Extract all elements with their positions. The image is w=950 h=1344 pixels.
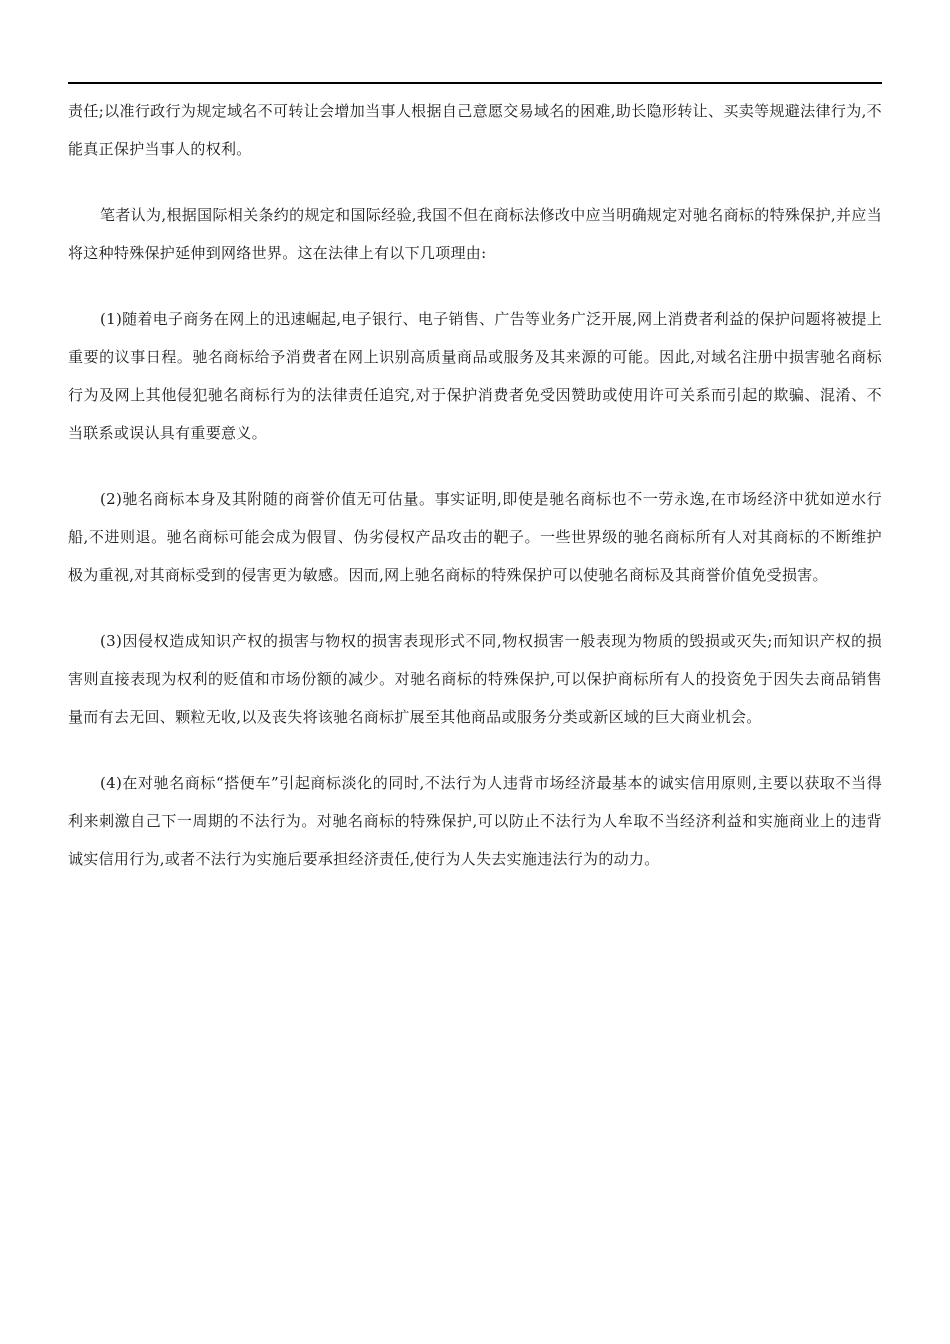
paragraph-gap [68,452,882,480]
paragraph-gap [68,272,882,300]
paragraph-reason-3: (3)因侵权造成知识产权的损害与物权的损害表现形式不同,物权损害一般表现为物质的毁损或灭失;而知识产权的损害则直接表现为权利的贬值和市场份额的减少。对驰名商标的特殊保护,可以保护商标所有人的投资免于因失去商品销售量而有去无回、颗粒无收,以及丧失将该驰名商标扩展至其他商品或服务分类或新区域的巨大商业机会。 [68,632,882,726]
paragraph-gap [68,168,882,196]
header-rule [68,82,882,84]
paragraph-reason-4: (4)在对驰名商标“搭便车”引起商标淡化的同时,不法行为人违背市场经济最基本的诚实信用原则,主要以获取不当得利来刺激自己下一周期的不法行为。对驰名商标的特殊保护,可以防止不法行为人牟取不当经济利益和实施商业上的违背诚实信用行为,或者不法行为实施后要承担经济责任,使行为人失去实施违法行为的动力。 [68,774,882,868]
paragraph-reason-2: (2)驰名商标本身及其附随的商誉价值无可估量。事实证明,即使是驰名商标也不一劳永逸,在市场经济中犹如逆水行船,不进则退。驰名商标可能会成为假冒、伪劣侵权产品攻击的靶子。一些世界级的驰名商标所有人对其商标的不断维护极为重视,对其商标受到的侵害更为敏感。因而,网上驰名商标的特殊保护可以使驰名商标及其商誉价值免受损害。 [68,490,882,584]
paragraph-gap [68,594,882,622]
paragraph-gap [68,736,882,764]
paragraph-continuation: 责任;以准行政行为规定域名不可转让会增加当事人根据自己意愿交易域名的困难,助长隐形转让、买卖等规避法律行为,不能真正保护当事人的权利。 [68,102,882,158]
paragraph-reason-1: (1)随着电子商务在网上的迅速崛起,电子银行、电子销售、广告等业务广泛开展,网上消费者利益的保护问题将被提上重要的议事日程。驰名商标给予消费者在网上识别高质量商品或服务及其来源的可能。因此,对域名注册中损害驰名商标行为及网上其他侵犯驰名商标行为的法律责任追究,对于保护消费者免受因赞助或使用许可关系而引起的欺骗、混淆、不当联系或误认具有重要意义。 [68,310,882,442]
paragraph-author-opinion: 笔者认为,根据国际相关条约的规定和国际经验,我国不但在商标法修改中应当明确规定对驰名商标的特殊保护,并应当将这种特殊保护延伸到网络世界。这在法律上有以下几项理由: [68,206,882,262]
document-body [68,92,882,878]
